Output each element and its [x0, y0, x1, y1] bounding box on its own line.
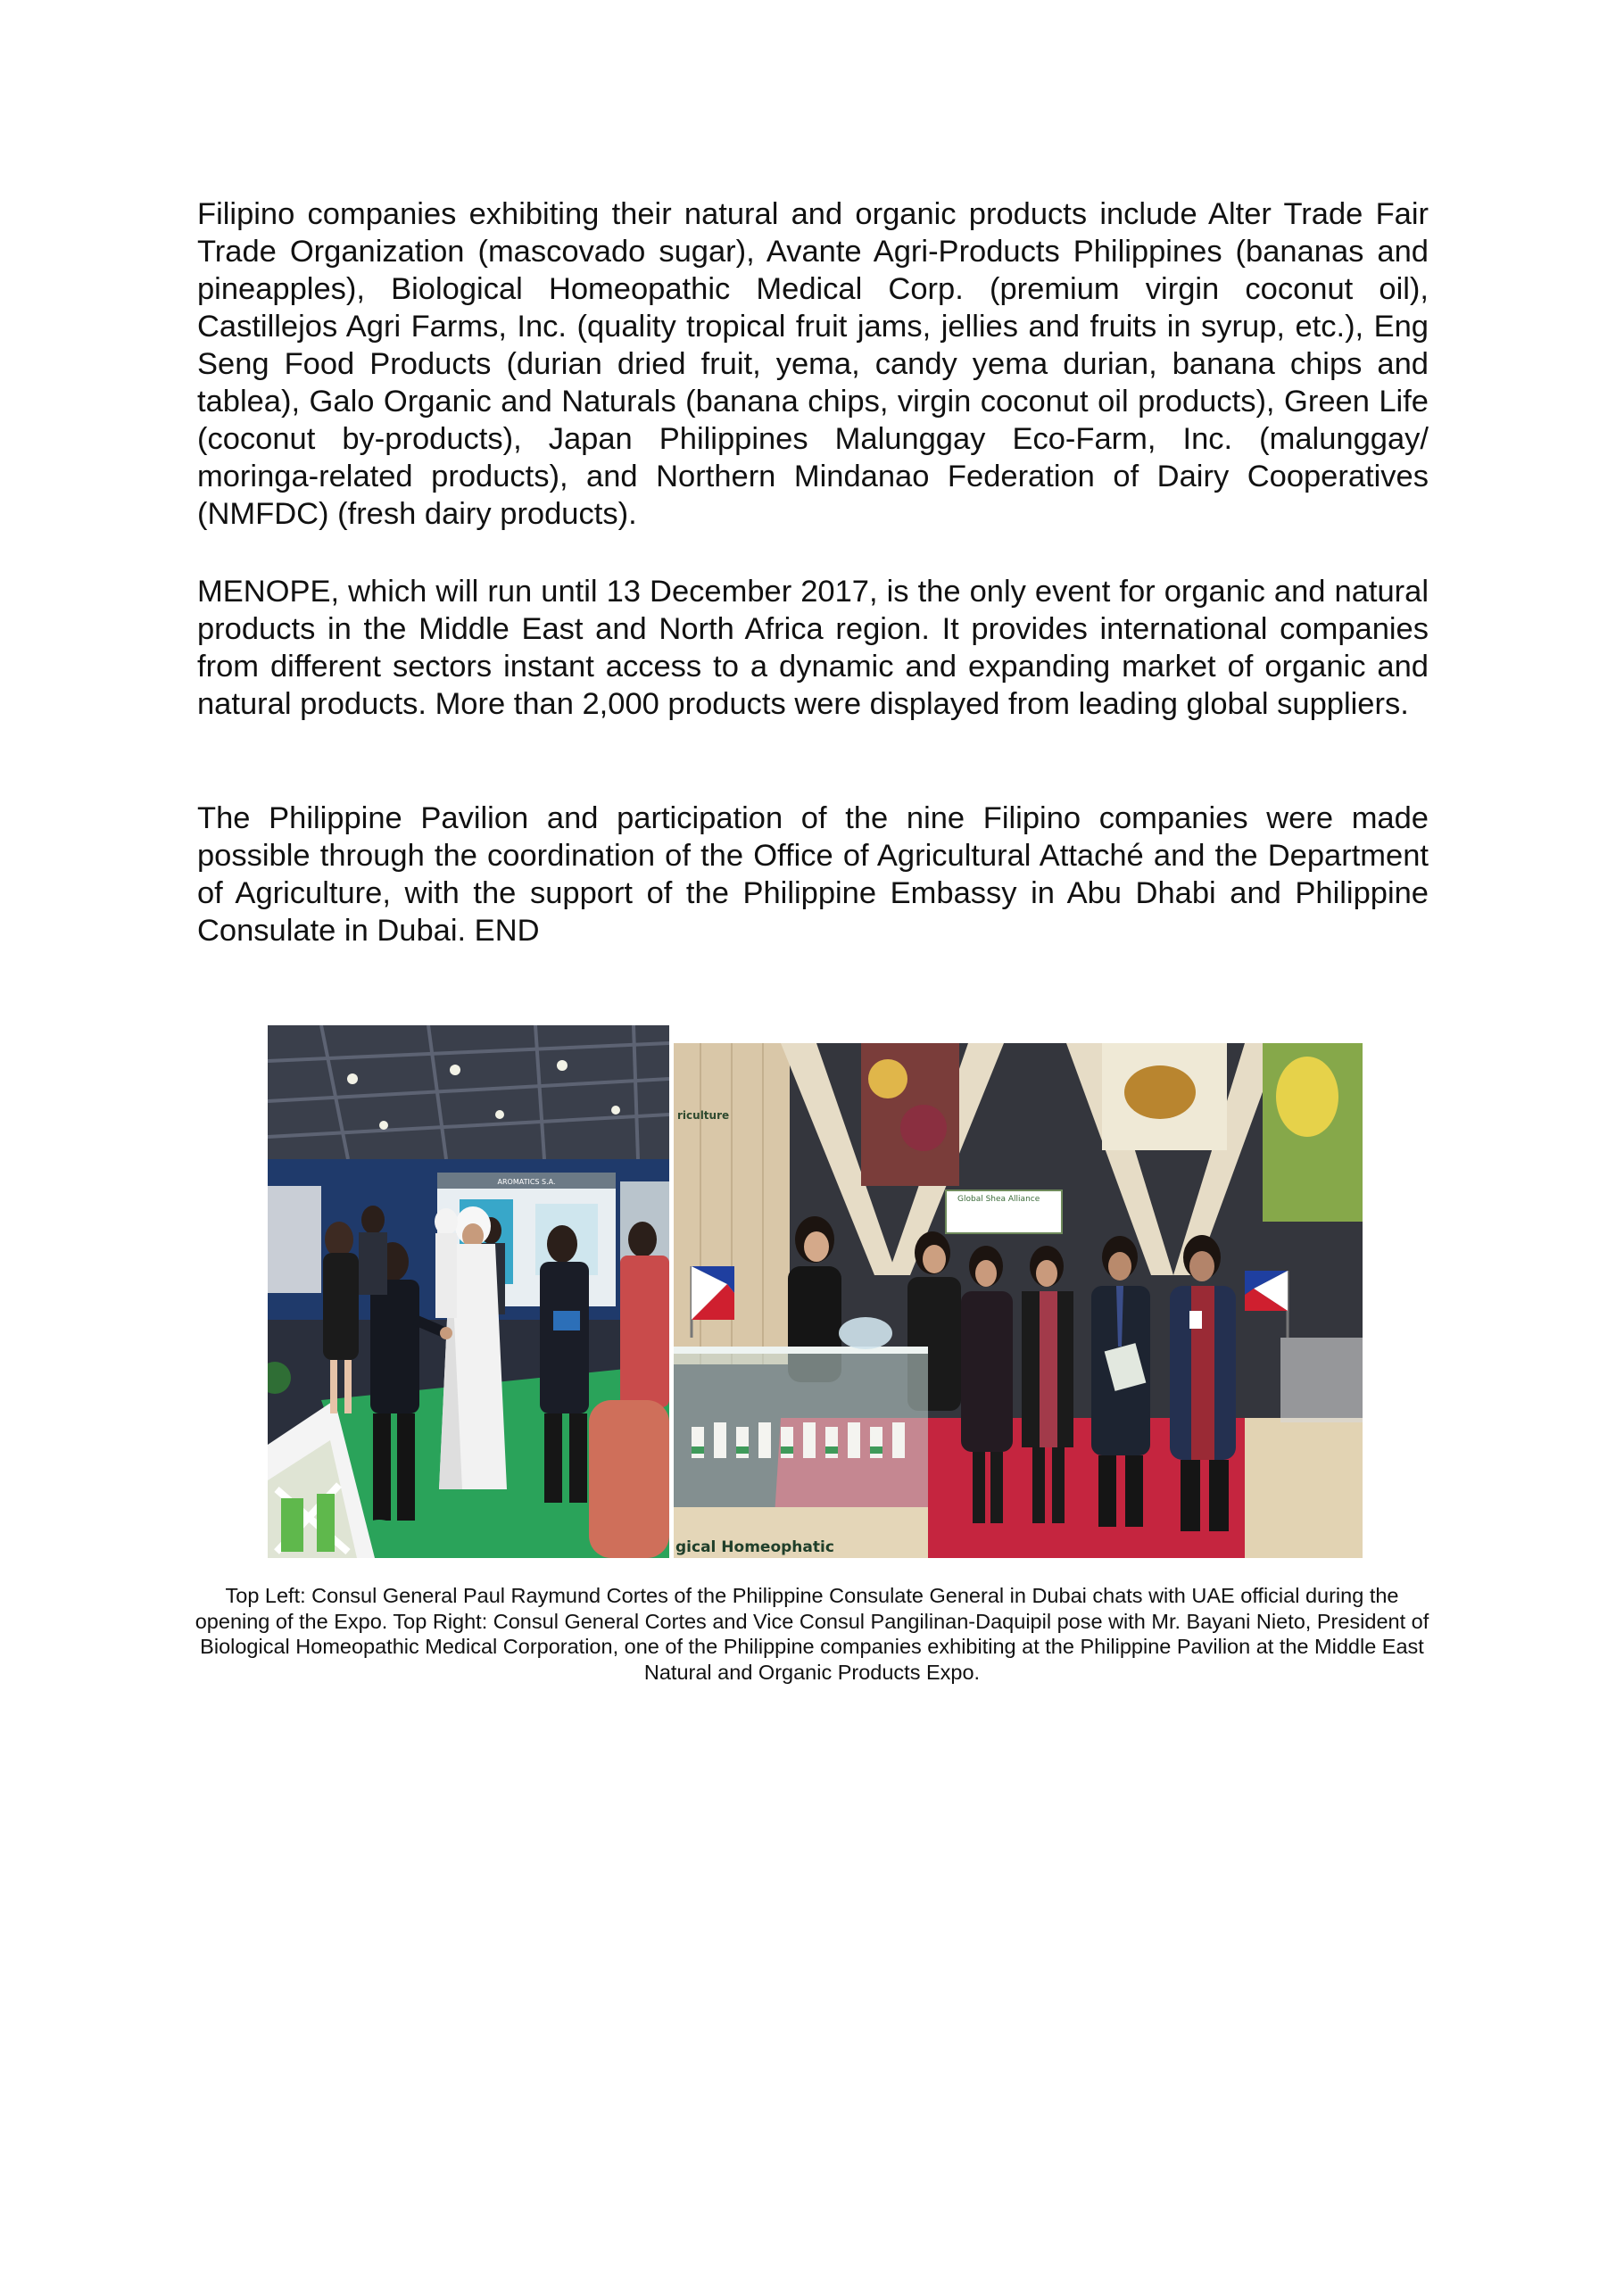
- paragraph-exhibitors: Filipino companies exhibiting their natural and organic products include Alter Trade Fair Trade Organization (mascovado sugar), Avante Agri-Products Philippines (bananas and pineapples), Biological Homeopathic Medical Corp. (premium virgin coconut oil), Castillejos Agri Farms, Inc. (quality tropical fruit jams, jellies and fruits in syrup, etc.), Eng Seng Food Products (durian dried fruit, yema, candy yema durian, banana chips and tablea), Galo Organic and Naturals (banana chips, virgin coconut oil products), Green Life (coconut by-products), Japan Philippines Malunggay Eco-Farm, Inc. (malunggay/ moringa-related products), and Northern Mindanao Federation of Dairy Cooperatives (NMFDC) (fresh dairy products).: [197, 197, 1429, 531]
- right-booth-sign: Global Shea Alliance: [957, 1195, 1040, 1204]
- photo-caption: Top Left: Consul General Paul Raymund Cortes of the Philippine Consulate General in Dubai chats with UAE official during the opening of the Expo. Top Right: Consul General Cortes and Vice Consul Pangilinan-Daquipil pose with Mr. Bayani Nieto, President of Biological Homeopathic Medical Corporation, one of the Philippine companies exhibiting at the Philippine Pavilion at the Middle East Natural and Organic Products Expo.: [195, 1584, 1429, 1684]
- left-booth-sign: AROMATICS S.A.: [497, 1178, 556, 1186]
- paragraph-pavilion: The Philippine Pavilion and participation of the nine Filipino companies were made possible through the coordination of the Office of Agricultural Attaché and the Department of Agriculture, with the support of the Philippine Embassy in Abu Dhabi and Philippine Consulate in Dubai. END: [197, 801, 1429, 948]
- right-wall-sign: riculture: [677, 1109, 730, 1122]
- photo-group-at-pavilion-booth: [674, 1043, 1363, 1558]
- photo-consul-greeting-official: [268, 1025, 669, 1558]
- right-counter-sign: gical Homeophatic: [675, 1538, 834, 1556]
- paragraph-menope: MENOPE, which will run until 13 December 2017, is the only event for organic and natural products in the Middle East and North Africa region. It provides international companies from different sectors instant access to a dynamic and expanding market of organic and natural products. More than 2,000 products were displayed from leading global suppliers.: [197, 575, 1429, 721]
